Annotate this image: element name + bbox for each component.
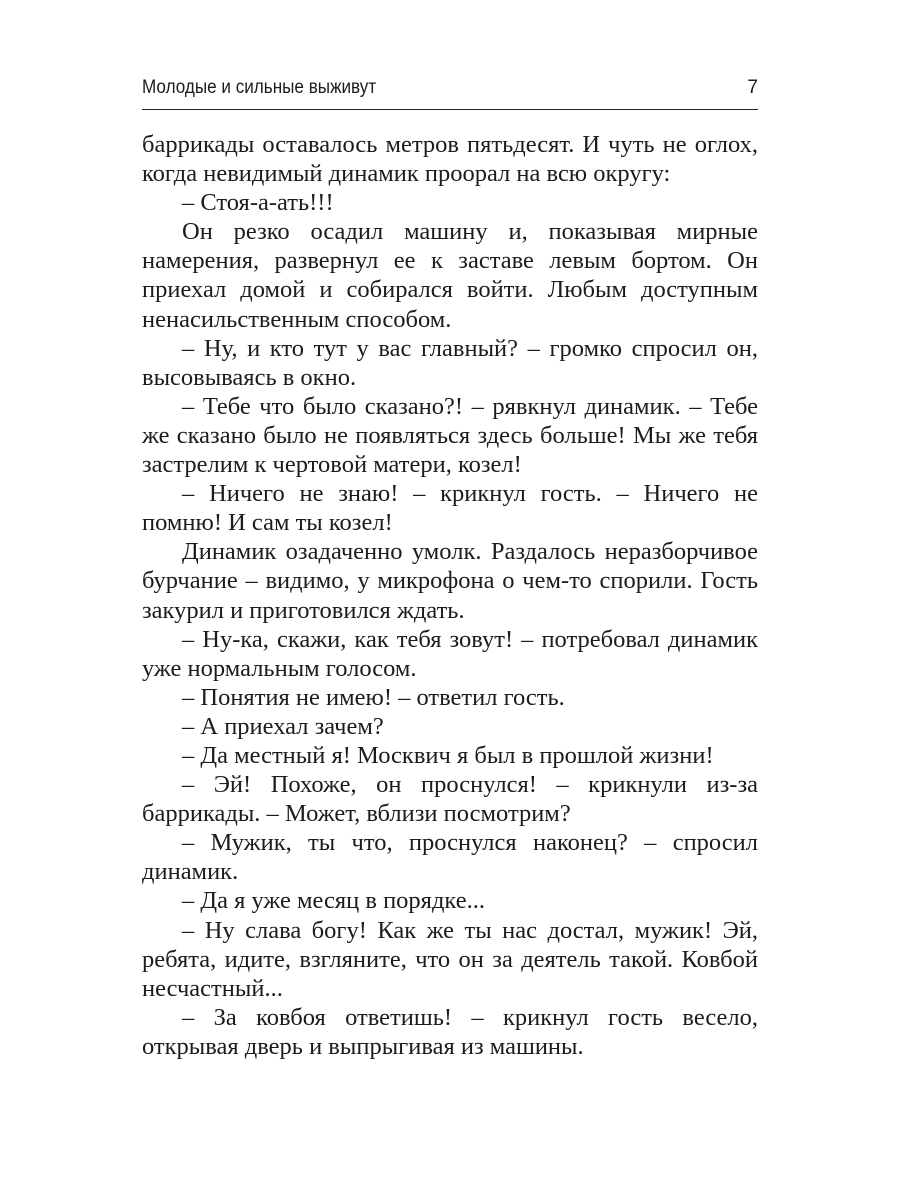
paragraph: – Тебе что было сказано?! – рявкнул динамик. – Тебе же сказано было не появляться здесь больше! Мы же тебя застрелим к чертовой матери, козел! xyxy=(142,392,758,479)
paragraph: – Ну слава богу! Как же ты нас достал, мужик! Эй, ребята, идите, взгляните, что он за деятель такой. Ковбой несчастный... xyxy=(142,916,758,1002)
paragraph: – А приехал зачем? xyxy=(182,712,384,740)
paragraph: – Ну, и кто тут у вас главный? – громко спросил он, высовываясь в окно. xyxy=(142,334,758,391)
paragraph: – Эй! Похоже, он проснулся! – крикнули из-за баррикады. – Может, вблизи посмотрим? xyxy=(142,771,758,828)
paragraph: – Да я уже месяц в порядке... xyxy=(182,887,485,915)
paragraph: – Да местный я! Москвич я был в прошлой жизни! xyxy=(182,741,714,769)
page-number: 7 xyxy=(747,77,758,98)
paragraph: Динамик озадаченно умолк. Раздалось неразборчивое бурчание – видимо, у микрофона о чем-то спорили. Гость закурил и приготовился ждать. xyxy=(142,538,758,624)
paragraph: – За ковбоя ответишь! – крикнул гость весело, открывая дверь и выпрыгивая из машины. xyxy=(142,1003,758,1060)
paragraph: – Ну-ка, скажи, как тебя зовут! – потребовал динамик уже нормальным голосом. xyxy=(142,625,758,682)
running-title: Молодые и сильные выживут xyxy=(142,77,377,98)
paragraph: – Мужик, ты что, проснулся наконец? – спросил динамик. xyxy=(142,829,758,886)
paragraph: – Ничего не знаю! – крикнул гость. – Ничего не помню! И сам ты козел! xyxy=(142,480,758,537)
paragraph: – Понятия не имею! – ответил гость. xyxy=(182,683,565,711)
body-text xyxy=(142,130,758,1061)
paragraph: баррикады оставалось метров пятьдесят. И чуть не оглох, когда невидимый динамик проорал на всю округу: xyxy=(142,131,758,188)
paragraph: – Стоя-а-ать!!! xyxy=(182,189,334,217)
paragraph: Он резко осадил машину и, показывая мирные намерения, развернул ее к заставе левым бортом. Он приехал домой и собирался войти. Любым доступным ненасильственным способом. xyxy=(142,218,758,333)
running-header xyxy=(142,75,758,110)
